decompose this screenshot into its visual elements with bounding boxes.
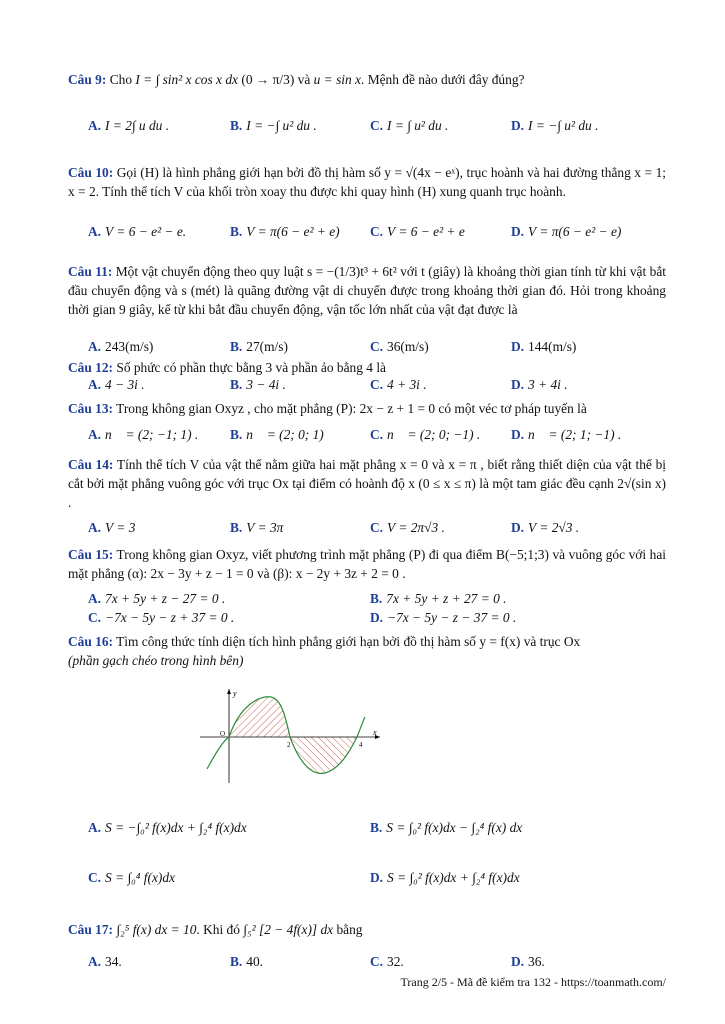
option-b[interactable]: B. S = ∫₀² f(x)dx − ∫₂⁴ f(x) dx: [370, 820, 523, 835]
option-a[interactable]: A. V = 6 − e² − e.: [88, 224, 187, 239]
option-c[interactable]: C. S = ∫₀⁴ f(x)dx: [88, 870, 176, 885]
question-label: Câu 13:: [68, 401, 114, 416]
options-9: [88, 118, 666, 138]
option-a[interactable]: A. 34.: [88, 954, 122, 969]
tick-label-2: 2: [287, 741, 291, 749]
x-axis-label: x: [373, 728, 377, 737]
function-graph: [195, 685, 385, 785]
question-text: Tìm công thức tính diện tích hình phẳng giới hạn bởi đồ thị hàm số y = f(x) và trục Ox: [116, 634, 581, 649]
integral-expression: I = ∫ sin² x cos x dx: [135, 72, 238, 87]
option-c[interactable]: C. 36(m/s): [370, 339, 429, 354]
question-11: [68, 262, 666, 319]
option-b[interactable]: B. V = 3π: [230, 520, 284, 535]
question-17: Câu 17: ∫₂⁵ f(x) dx = 10. Khi đó ∫₅² [2 − 4f(x)] dx bằng: [68, 922, 363, 937]
question-text: Trong không gian Oxyz , cho mặt phẳng (P): 2x − z + 1 = 0 có một véc tơ pháp tuyến là: [116, 401, 587, 416]
option-a[interactable]: A. 243(m/s): [88, 339, 154, 354]
question-text: Gọi (H) là hình phẳng giới hạn bởi đồ thị hàm số y = √(4x − eˣ), trục hoành và hai đường thẳng x = 1; x = 2. Tính thể tích V của khối tròn xoay thu được khi quay hình (H) xung quanh trục hoành.: [68, 165, 666, 199]
option-c[interactable]: C. I = ∫ u² du .: [370, 118, 449, 133]
question-text: Tính thể tích V của vật thể nằm giữa hai mặt phẳng x = 0 và x = π , biết rằng thiết diện của vật thể bị cắt bởi mặt phẳng vuông góc với trục Ox tại điểm có hoành độ x (0 ≤ x ≤ π) là một tam giác đều cạnh 2√(sin x) .: [68, 457, 667, 510]
option-c[interactable]: C. V = 6 − e² + e: [370, 224, 465, 239]
question-label: Câu 12:: [68, 360, 114, 375]
question-16: [68, 632, 666, 670]
options-16: [88, 820, 666, 885]
question-label: Câu 10:: [68, 165, 114, 180]
page-footer: Trang 2/5 - Mã đề kiểm tra 132 - https://toanmath.com/: [400, 975, 666, 989]
origin-label: O: [220, 730, 226, 738]
option-a[interactable]: A. n⃗ = (2; −1; 1) .: [88, 427, 199, 442]
question-12: [68, 358, 666, 377]
question-text: Trong không gian Oxyz, viết phương trình mặt phẳng (P) đi qua điểm B(−5;1;3) và vuông góc với hai mặt phẳng (α): 2x − 3y + z − 1 = 0 và (β): x − 2y + 3z + 2 = 0 .: [68, 547, 666, 581]
question-label: Câu 11:: [68, 264, 113, 279]
options-13: [88, 427, 666, 447]
option-c[interactable]: C. 4 + 3i .: [370, 377, 427, 392]
option-c[interactable]: C. V = 2π√3 .: [370, 520, 445, 535]
option-a[interactable]: A. I = 2∫ u du .: [88, 118, 170, 133]
option-d[interactable]: D. S = ∫₀² f(x)dx + ∫₂⁴ f(x)dx: [370, 870, 520, 885]
question-10: [68, 163, 666, 201]
question-14: [68, 455, 666, 512]
option-a[interactable]: A. 4 − 3i .: [88, 377, 145, 392]
question-text: Một vật chuyển động theo quy luật s = −(1/3)t³ + 6t² với t (giây) là khoảng thời gian tính từ khi vật bắt đầu chuyển động và s (mét) là quãng đường vật di chuyển được trong khoảng thời gian đó. Hỏi trong khoảng thời gian 9 giây, kể từ khi bắt đầu chuyển động, vận tốc lớn nhất của vật đạt được là: [68, 264, 666, 317]
option-d[interactable]: D. V = 2√3 .: [511, 520, 580, 535]
option-c[interactable]: C. n⃗ = (2; 0; −1) .: [370, 427, 481, 442]
given-integral: ∫₂⁵ f(x) dx = 10: [116, 922, 197, 937]
option-c[interactable]: C. 32.: [370, 954, 404, 969]
option-d[interactable]: D. 144(m/s): [511, 339, 577, 354]
options-17: [88, 954, 666, 974]
question-note: (phần gạch chéo trong hình bên): [68, 653, 244, 668]
question-13: [68, 399, 666, 418]
option-b[interactable]: B. 7x + 5y + z + 27 = 0 .: [370, 591, 507, 606]
options-11: [88, 339, 666, 359]
options-12: [88, 377, 666, 397]
integral-bounds: (0 → π/3): [241, 72, 295, 87]
option-c[interactable]: C. −7x − 5y − z + 37 = 0 .: [88, 610, 235, 625]
tick-label-4: 4: [359, 741, 363, 749]
option-b[interactable]: B. 27(m/s): [230, 339, 288, 354]
option-b[interactable]: B. V = π(6 − e² + e): [230, 224, 340, 239]
option-b[interactable]: B. I = −∫ u² du .: [230, 118, 317, 133]
question-9: Câu 9: Cho I = ∫ sin² x cos x dx (0 → π/3) và u = sin x. Mệnh đề nào dưới đây đúng?: [68, 72, 525, 87]
option-d[interactable]: D. 36.: [511, 954, 545, 969]
question-15: [68, 545, 666, 583]
option-d[interactable]: D. −7x − 5y − z − 37 = 0 .: [370, 610, 517, 625]
y-axis-label: y: [233, 689, 237, 698]
option-b[interactable]: B. 40.: [230, 954, 264, 969]
option-d[interactable]: D. V = π(6 − e² − e): [511, 224, 622, 239]
option-b[interactable]: B. 3 − 4i .: [230, 377, 286, 392]
option-d[interactable]: D. 3 + 4i .: [511, 377, 568, 392]
question-label: Câu 16:: [68, 634, 114, 649]
question-label: Câu 15:: [68, 547, 114, 562]
options-10: [88, 224, 666, 244]
question-label: Câu 17:: [68, 922, 114, 937]
option-d[interactable]: D. n⃗ = (2; 1; −1) .: [511, 427, 622, 442]
options-15: [88, 591, 666, 629]
option-a[interactable]: A. 7x + 5y + z − 27 = 0 .: [88, 591, 226, 606]
question-label: Câu 9:: [68, 72, 107, 87]
question-label: Câu 14:: [68, 457, 114, 472]
option-b[interactable]: B. n⃗ = (2; 0; 1): [230, 427, 324, 442]
option-d[interactable]: D. I = −∫ u² du .: [511, 118, 599, 133]
option-a[interactable]: A. V = 3: [88, 520, 136, 535]
question-text: Số phức có phần thực bằng 3 và phần ảo bằng 4 là: [116, 360, 386, 375]
integral-expression: ∫₅² [2 − 4f(x)] dx: [243, 922, 334, 937]
option-a[interactable]: A. S = −∫₀² f(x)dx + ∫₂⁴ f(x)dx: [88, 820, 247, 835]
options-14: [88, 520, 666, 540]
